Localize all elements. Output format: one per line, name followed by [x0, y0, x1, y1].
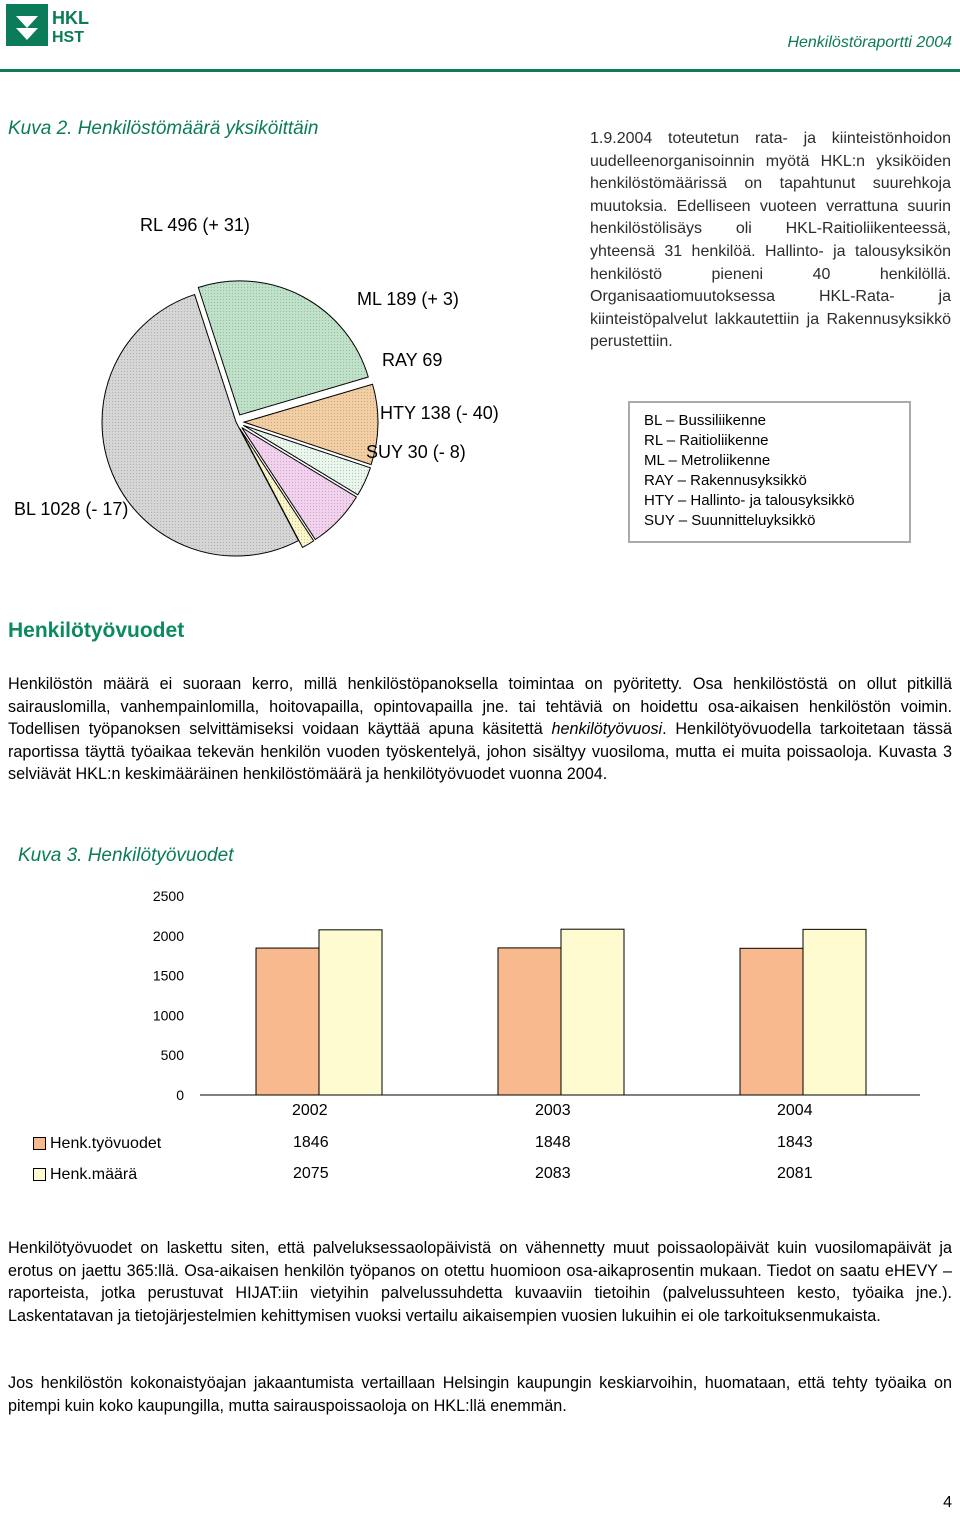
bar-henk-tyovuodet-2003: [498, 948, 561, 1095]
table-cell: 2081: [777, 1165, 813, 1182]
table-cell: 2083: [535, 1165, 571, 1182]
figure2-title: Kuva 2. Henkilöstömäärä yksiköittäin: [8, 118, 319, 139]
bar-chart: [0, 880, 960, 1100]
bar-henk-maara-2004: [803, 929, 866, 1095]
table-year-2003: 2003: [535, 1102, 571, 1119]
legend-item: RAY – Rakennusyksikkö: [644, 472, 807, 489]
legend-swatch-henk-tyovuodet: [33, 1137, 46, 1150]
legend-swatch-henk-maara: [33, 1168, 46, 1181]
table-cell: 1846: [293, 1134, 329, 1151]
report-title: Henkilöstöraportti 2004: [787, 34, 952, 51]
table-row-label: Henk.työvuodet: [50, 1135, 162, 1152]
header-divider: [0, 69, 960, 72]
figure3-title: Kuva 3. Henkilötyövuodet: [18, 845, 234, 866]
table-cell: 2075: [293, 1165, 329, 1182]
paragraph-2: Henkilötyövuodet on laskettu siten, että palveluksessaolopäivistä on vähennetty muut poissaolopäivät kuin vuosilomapäivät ja erotus on jaettu 365:llä. Osa-aikaisen henkilön työpanos on otettu huomioon osa-aikaprosentin mukaan. Tiedot on saatu eHEVY –raporteista, jotka perustuvat HIJAT:iin vietyihin palvelussuhdetta kuvaaviin tietoihin (palvelussuhteen kesto, työaika jne.). Laskentatavan ja tietojärjestelmien kehittymisen vuoksi vertailu aikaisempien vuosien lukuihin ei ole tarkoituksenmukaista.: [8, 1239, 952, 1325]
paragraph-3: Jos henkilöstön kokonaistyöajan jakaantumista vertaillaan Helsingin kaupungin keskiarvoihin, huomataan, että tehty työaika on pitempi kuin koko kaupungilla, mutta sairauspoissaoloja on HKL:llä enemmän.: [8, 1374, 952, 1415]
table-year-2002: 2002: [292, 1102, 328, 1119]
y-tick-label: 2500: [152, 888, 184, 904]
table-row-label: Henk.määrä: [50, 1166, 138, 1183]
y-tick-label: 500: [160, 1047, 184, 1064]
bar-henk-maara-2002: [319, 930, 382, 1095]
unit-legend: [628, 401, 911, 543]
bar-henk-tyovuodet-2004: [740, 948, 803, 1095]
pie-label-ml: ML 189 (+ 3): [357, 289, 459, 309]
bar-henk-tyovuodet-2002: [256, 948, 319, 1095]
hkl-hst-logo: [6, 4, 102, 46]
logo-text-bottom: HST: [52, 29, 84, 46]
paragraph-1: [8, 673, 952, 786]
legend-item: ML – Metroliikenne: [644, 452, 771, 469]
legend-item: RL – Raitioliikenne: [644, 432, 769, 449]
figure2-description: 1.9.2004 toteutetun rata- ja kiinteistönhoidon uudelleenorganisoinnin myötä HKL:n yksiköiden henkilöstömäärissä on tapahtunut suurehkoja muutoksia. Edelliseen vuoteen verrattuna suurin henkilöstölisäys oli HKL-Raitioliikenteessä, yhteensä 31 henkilöä. Hallinto- ja talousyksikön henkilöstö pieneni 40 henkilöllä. Organisaatiomuutoksessa HKL-Rata- ja kiinteistöpalvelut lakkautettiin ja Rakennusyksikkö perustettiin.: [590, 130, 951, 351]
section-heading: Henkilötyövuodet: [8, 619, 185, 642]
y-tick-label: 1500: [152, 967, 184, 984]
logo-text-top: HKL: [52, 8, 89, 28]
legend-item: SUY – Suunnitteluyksikkö: [644, 512, 816, 529]
pie-label-hty: HTY 138 (- 40): [380, 403, 499, 423]
legend-item: BL – Bussiliikenne: [644, 412, 767, 429]
pie-label-suy: SUY 30 (- 8): [366, 442, 466, 462]
y-tick-label: 2000: [152, 927, 184, 944]
y-tick-label: 1000: [152, 1007, 184, 1024]
bar-henk-maara-2003: [561, 929, 624, 1095]
paragraph-1-part-a: Henkilöstön määrä ei suoraan kerro, millä henkilöstöpanoksella toimintaa on pyöritetty. Osa henkilöstöstä on ollut pitkillä sairauslomilla, vanhempainlomilla, hoitovapailla, opintovapailla jne. tai tehtäviä on hoidettu osa-aikaisen henkilöstön voimin. Todellisen työpanoksen selvittämiseksi voidaan käyttää apuna käsitettä: [8, 675, 952, 738]
table-cell: 1843: [777, 1134, 813, 1151]
pie-label-bl: BL 1028 (- 17): [14, 499, 129, 519]
term-henkilotyovuosi: henkilötyövuosi: [551, 720, 663, 738]
pie-label-rl: RL 496 (+ 31): [140, 215, 250, 235]
legend-item: HTY – Hallinto- ja talousyksikkö: [644, 492, 855, 509]
page-number: 4: [943, 1494, 952, 1511]
paragraph-1-part-b: . Henkilötyövuodella tarkoitetaan tässä raportissa täyttä työaikaa tekevän henkilön vuoden työskentelyä, johon sisältyy vuosiloma, mutta ei muita poissaoloja. Kuvasta 3 selviävät HKL:n keskimääräinen henkilöstömäärä ja henkilötyövuodet vuonna 2004.: [8, 720, 952, 783]
y-tick-label: 0: [176, 1087, 184, 1100]
table-year-2004: 2004: [777, 1102, 813, 1119]
table-cell: 1848: [535, 1134, 571, 1151]
pie-label-ray: RAY 69: [382, 350, 443, 370]
